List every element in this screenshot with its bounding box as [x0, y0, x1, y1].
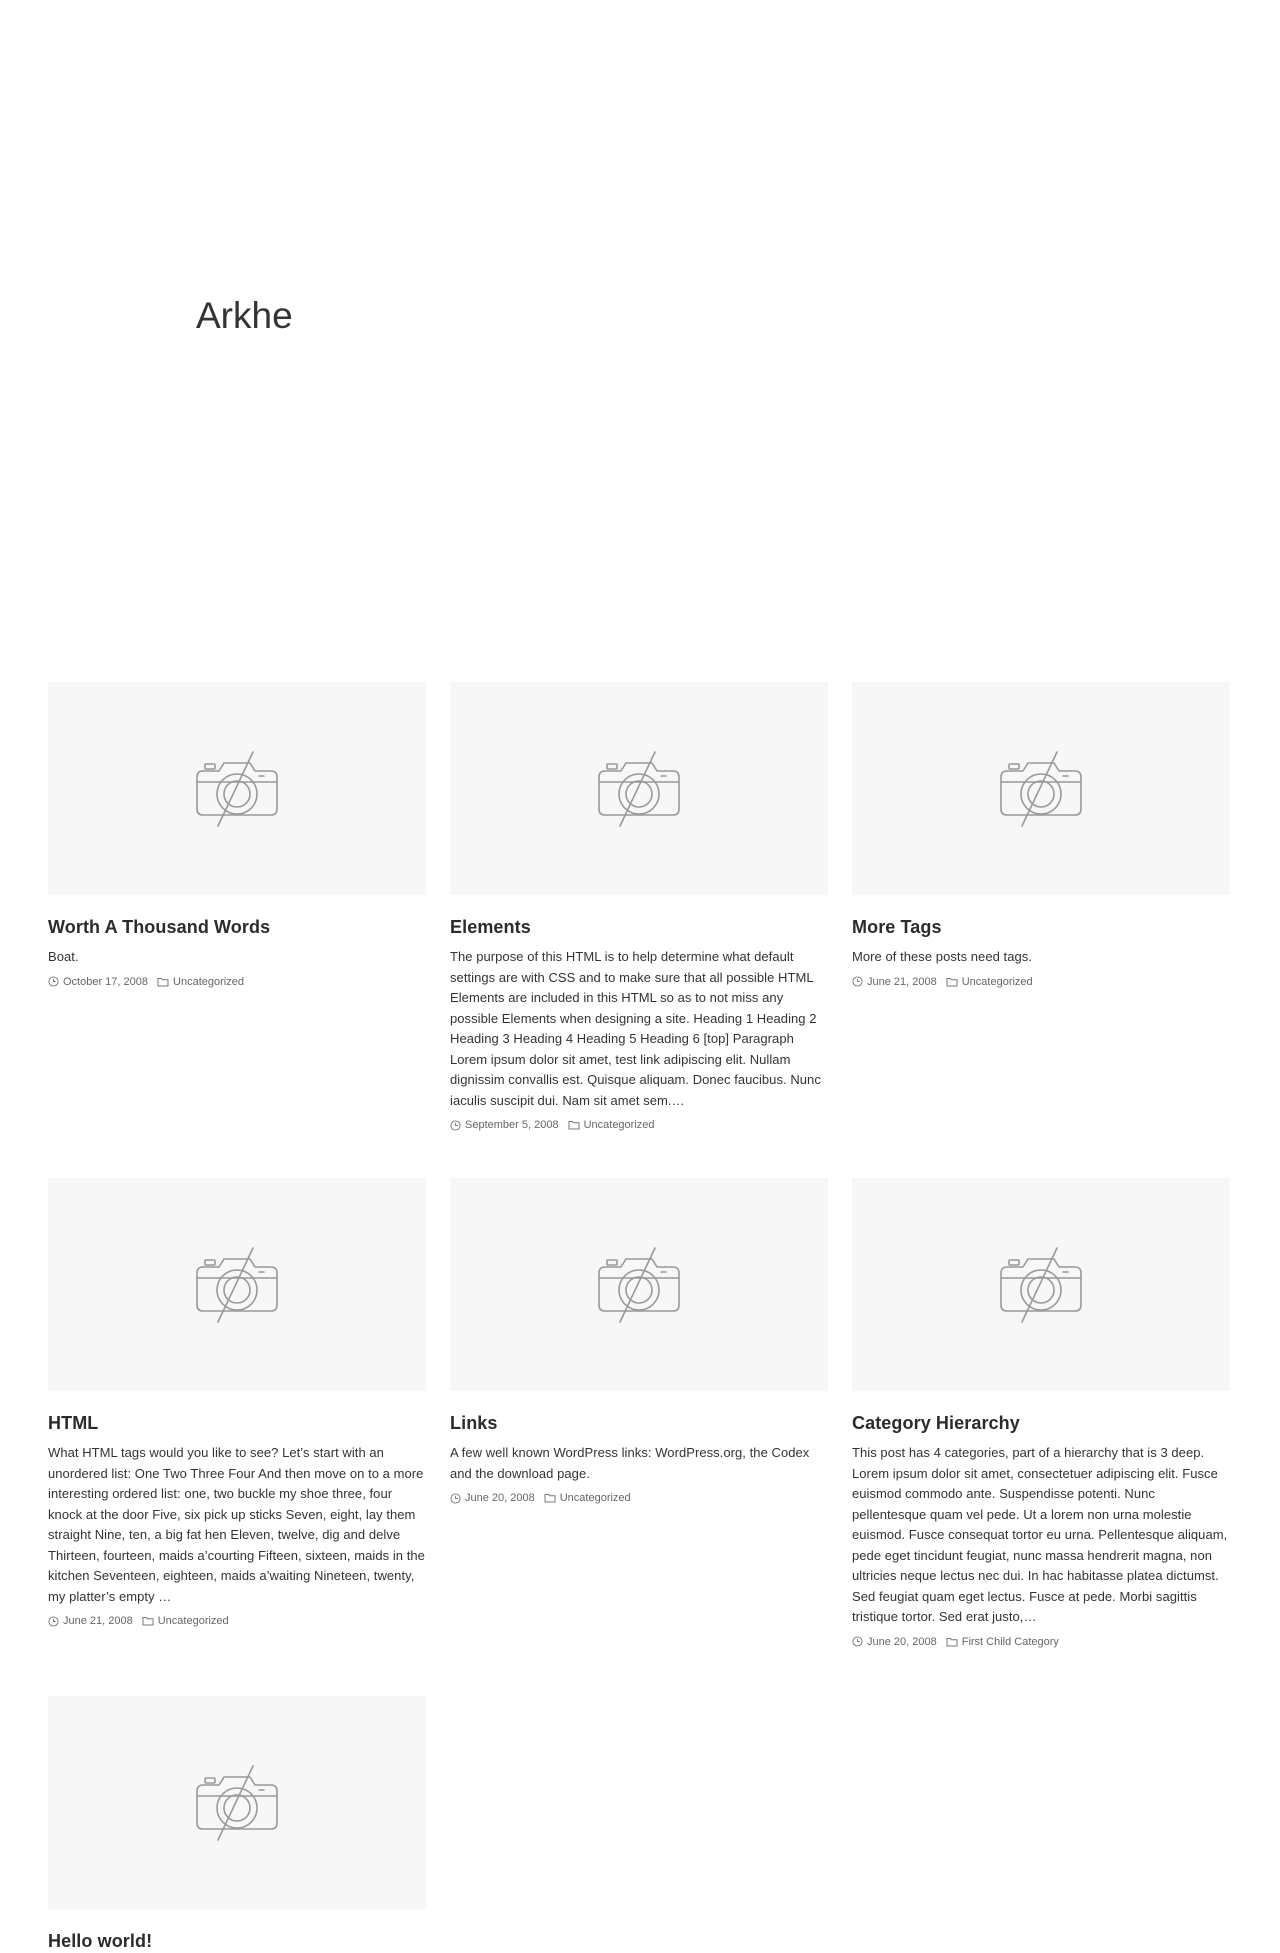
post-title-link[interactable]: Category Hierarchy	[852, 1413, 1020, 1433]
post-category-text: Uncategorized	[559, 1492, 631, 1504]
post-category-text: First Child Category	[961, 1635, 1059, 1648]
folder-icon	[157, 977, 169, 987]
post-card	[48, 1178, 426, 1629]
post-category-link[interactable]	[946, 974, 1033, 990]
post-meta	[48, 1613, 426, 1629]
clock-icon	[450, 1493, 461, 1504]
post-meta	[450, 1117, 828, 1133]
post-date[interactable]	[48, 1613, 133, 1629]
no-image-camera-icon	[595, 749, 683, 829]
post-date[interactable]	[48, 974, 148, 990]
post-thumbnail[interactable]	[48, 682, 426, 895]
post-meta	[48, 974, 426, 990]
post-category-text: Uncategorized	[157, 1615, 229, 1627]
post-excerpt: The purpose of this HTML is to help determine what default settings are with CSS and to make sure that all possible HTML Elements are included in this HTML so as to not miss any possible Elements when designing a site. Heading 1 Heading 2 Heading 3 Heading 4 Heading 5 Heading 6 [top] Paragraph Lorem ipsum dolor sit amet, test link adipiscing elit. Nullam dignissim convallis est. Quisque aliquam. Donec faucibus. Nunc iaculis suscipit dui. Nam sit amet sem.…	[450, 949, 821, 1108]
post-date[interactable]	[450, 1490, 535, 1506]
post-category-text: Uncategorized	[173, 975, 244, 988]
clock-icon	[48, 976, 59, 987]
post-thumbnail[interactable]	[450, 1178, 828, 1391]
post-category-text: Uncategorized	[583, 1119, 655, 1131]
post-category-link[interactable]	[544, 1490, 631, 1506]
site-header	[0, 0, 1280, 640]
post-category-link[interactable]	[568, 1117, 655, 1133]
post-title-link[interactable]: Links	[450, 1413, 498, 1433]
no-image-camera-icon	[997, 749, 1085, 829]
post-thumbnail[interactable]	[450, 682, 828, 895]
post-title-link[interactable]: Worth A Thousand Words	[48, 917, 271, 937]
post-date[interactable]	[852, 1634, 937, 1650]
clock-icon	[450, 1120, 461, 1131]
post-thumbnail[interactable]	[852, 1178, 1230, 1391]
no-image-camera-icon	[193, 1245, 281, 1325]
post-excerpt: A few well known WordPress links: WordPress.org, the Codex and the download page.	[450, 1445, 810, 1481]
post-thumbnail[interactable]	[48, 1178, 426, 1391]
post-title-link[interactable]: HTML	[48, 1413, 99, 1433]
post-card	[48, 1696, 426, 1953]
post-excerpt: What HTML tags would you like to see? Let’s start with an unordered list: One Two Three Four And then move on to a more interesting ordered list: one, two buckle my shoe three, four knock at the door Five, six pick up sticks Seven, eight, lay them straight Nine, ten, a big fat hen Eleven, twelve, dig and delve Thirteen, fourteen, maids a’courting Fifteen, sixteen, maids in the kitchen Seventeen, eighteen, maids a’waiting Nineteen, twenty, my platter’s empty …	[48, 1445, 425, 1604]
post-date[interactable]	[852, 974, 937, 990]
no-image-camera-icon	[193, 749, 281, 829]
no-image-camera-icon	[595, 1245, 683, 1325]
post-date-text: June 21, 2008	[867, 975, 937, 988]
site-title-link[interactable]: Arkhe	[196, 295, 293, 336]
post-card	[852, 1178, 1230, 1650]
no-image-camera-icon	[193, 1763, 281, 1843]
post-title-link[interactable]: Elements	[450, 917, 531, 937]
post-category-text: Uncategorized	[961, 975, 1033, 988]
folder-icon	[946, 977, 958, 987]
post-category-link[interactable]	[946, 1634, 1059, 1650]
post-category-link[interactable]	[142, 1613, 229, 1629]
post-date-text: September 5, 2008	[465, 1119, 559, 1131]
post-date-text: June 20, 2008	[867, 1635, 937, 1648]
post-meta	[450, 1490, 828, 1506]
post-date-text: October 17, 2008	[63, 975, 149, 988]
post-meta	[852, 974, 1230, 990]
folder-icon	[946, 1637, 958, 1647]
clock-icon	[48, 1616, 59, 1627]
post-card	[450, 1178, 828, 1506]
no-image-camera-icon	[997, 1245, 1085, 1325]
folder-icon	[142, 1616, 154, 1626]
post-excerpt: Boat.	[48, 949, 79, 964]
post-date[interactable]	[450, 1117, 559, 1133]
clock-icon	[852, 1636, 863, 1647]
post-thumbnail[interactable]	[852, 682, 1230, 895]
folder-icon	[544, 1493, 556, 1503]
folder-icon	[568, 1120, 580, 1130]
clock-icon	[852, 976, 863, 987]
post-category-link[interactable]	[157, 974, 244, 990]
post-date-text: June 20, 2008	[465, 1492, 535, 1504]
post-card	[48, 682, 426, 990]
post-card	[450, 682, 828, 1133]
post-meta	[852, 1634, 1230, 1650]
post-title-link[interactable]: Hello world!	[48, 1931, 153, 1951]
post-excerpt: This post has 4 categories, part of a hierarchy that is 3 deep. Lorem ipsum dolor sit amet, consectetuer adipiscing elit. Fusce euismod commodo ante. Suspendisse potenti. Nunc pellentesque quam vel pede. Ut a lorem non urna molestie euismod. Fusce consequat tortor eu urna. Pellentesque aliquam, pede eget tincidunt feugiat, nunc massa hendrerit magna, non ultricies neque lectus nec dui. In hac habitasse platea dictumst. Sed feugiat quam eget lectus. Fusce at pede. Morbi sagittis tristique tortor. Sed erat justo,…	[852, 1445, 1228, 1624]
post-thumbnail[interactable]	[48, 1696, 426, 1909]
post-date-text: June 21, 2008	[63, 1615, 133, 1627]
post-title-link[interactable]: More Tags	[852, 917, 942, 937]
post-excerpt: More of these posts need tags.	[852, 949, 1032, 964]
post-card	[852, 682, 1230, 990]
